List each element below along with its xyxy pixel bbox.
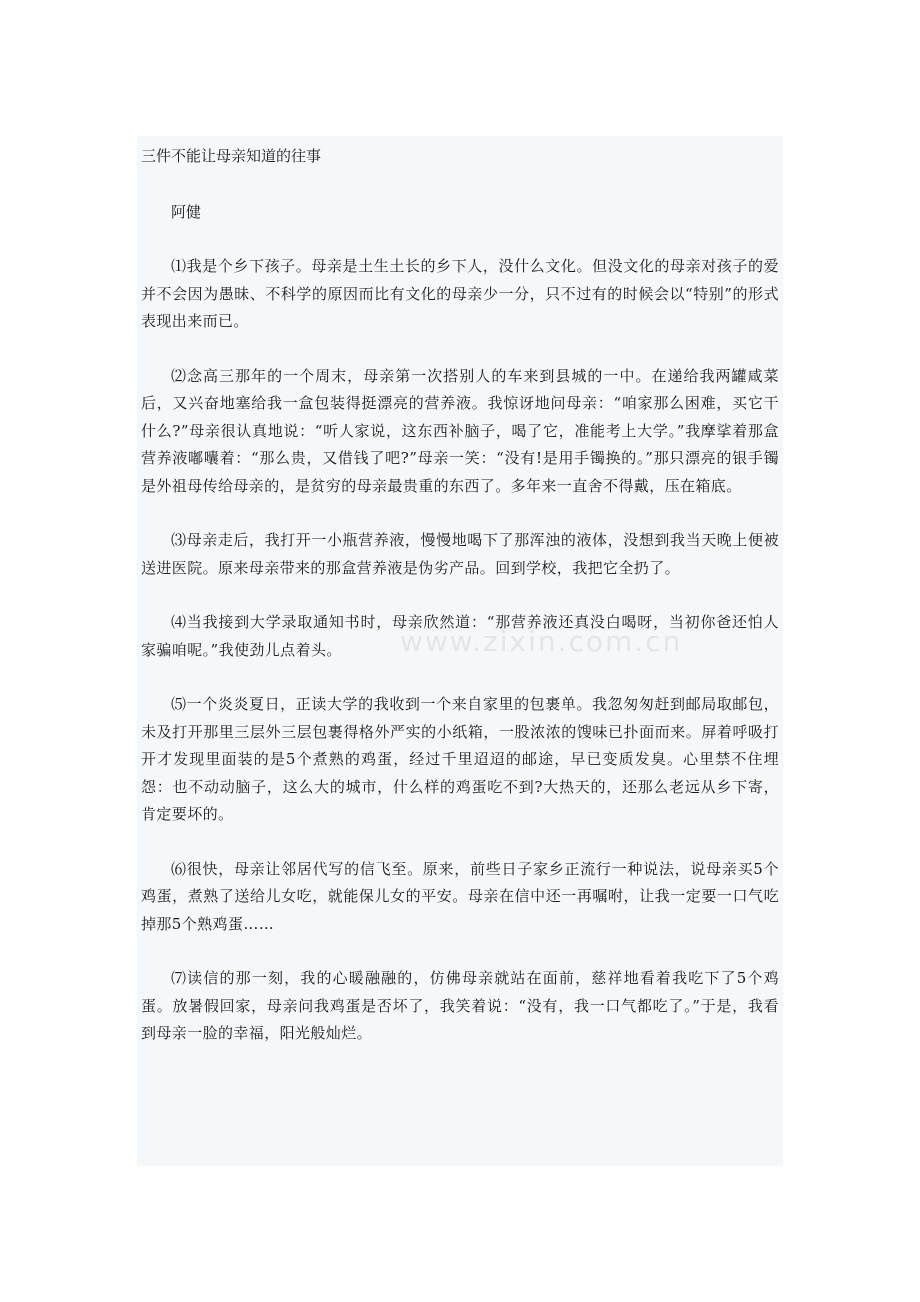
paragraph-1: ⑴我是个乡下孩子。母亲是土生土长的乡下人，没什么文化。但没文化的母亲对孩子的爱并不会因为愚昧、不科学的原因而比有文化的母亲少一分，只不过有的时候会以“特别”的形式表现出来而已。 <box>141 257 779 330</box>
paragraph-2: ⑵念高三那年的一个周末，母亲第一次搭别人的车来到县城的一中。在递给我两罐咸菜后，又兴奋地塞给我一盒包装得挺漂亮的营养液。我惊讶地问母亲：“咱家那么困难，买它干什么?”母亲很认真地说：“听人家说，这东西补脑子，喝了它，准能考上大学。”我摩挲着那盒营养液嘟囔着：“那么贵，又借钱了吧?”母亲一笑：“没有!是用手镯换的。”那只漂亮的银手镯是外祖母传给母亲的，是贫穷的母亲最贵重的东西了。多年来一直舍不得戴，压在箱底。 <box>141 366 779 495</box>
paragraph-5: ⑸一个炎炎夏日，正读大学的我收到一个来自家里的包裹单。我忽匆匆赶到邮局取邮包，未及打开那里三层外三层包裹得格外严实的小纸箱，一股浓浓的馊味已扑面而来。屏着呼吸打开才发现里面装的是5个煮熟的鸡蛋，经过千里迢迢的邮途，早已变质发臭。心里禁不住埋怨：也不动动脑子，这么大的城市，什么样的鸡蛋吃不到?大热天的，还那么老远从乡下寄，肯定要坏的。 <box>141 695 779 823</box>
paragraph-4: ⑷当我接到大学录取通知书时，母亲欣然道：“那营养液还真没白喝呀，当初你爸还怕人家骗咱呢。”我使劲儿点着头。 <box>141 613 779 659</box>
paragraph-3: ⑶母亲走后，我打开一小瓶营养液，慢慢地喝下了那浑浊的液体，没想到我当天晚上便被送进医院。原来母亲带来的那盒营养液是伪劣产品。回到学校，我把它全扔了。 <box>141 531 779 577</box>
article-author: 阿健 <box>171 203 202 221</box>
paragraph-7: ⑺读信的那一刻，我的心暖融融的，仿佛母亲就站在面前，慈祥地看着我吃下了5个鸡蛋。放暑假回家，母亲问我鸡蛋是否坏了，我笑着说：“没有，我一口气都吃了。”于是，我看到母亲一脸的幸福，阳光般灿烂。 <box>141 969 779 1042</box>
article-body <box>137 136 783 1166</box>
paragraph-6: ⑹很快，母亲让邻居代写的信飞至。原来，前些日子家乡正流行一种说法，说母亲买5个鸡蛋，煮熟了送给儿女吃，就能保儿女的平安。母亲在信中还一再嘱咐，让我一定要一口气吃掉那5个熟鸡蛋…… <box>141 859 779 933</box>
article-title: 三件不能让母亲知道的往事 <box>141 147 322 165</box>
